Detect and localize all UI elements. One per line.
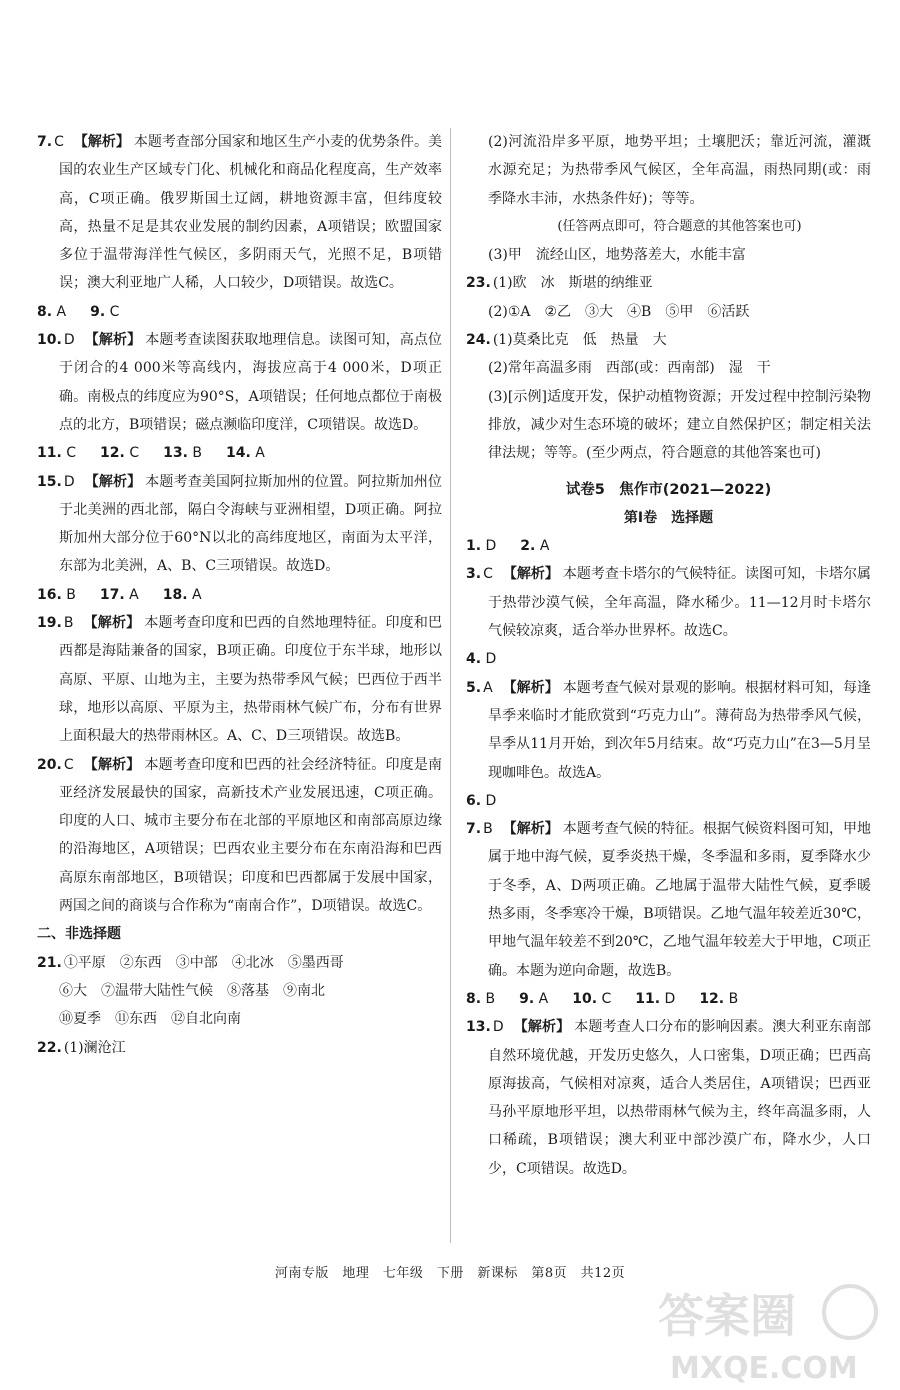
analysis-label: 【解析】 xyxy=(513,1019,571,1036)
right-column xyxy=(466,128,871,1183)
question-number: 15. xyxy=(37,473,62,490)
answer-letter: C xyxy=(66,445,77,462)
answer-letter: A xyxy=(539,538,550,555)
answer-letter: A xyxy=(191,586,202,603)
question-number: 8. xyxy=(466,990,482,1007)
analysis-text: 本题考查部分国家和地区生产小麦的优势条件。美国的农业生产区域专门化、机械化和商品化程度高，生产效率高，C项正确。俄罗斯国土辽阔，耕地资源丰富，但纬度较高，热量不足是其农业发展的制约因素，A项错误；欧盟国家多位于温带海洋性气候区，多阴雨天气，光照不足，B项错误；澳大利亚地广人稀，人口较少，D项错误。故选C。 xyxy=(59,134,442,292)
answer-item xyxy=(37,128,442,298)
answer-letter: B xyxy=(485,990,496,1007)
answer-letter: C xyxy=(601,990,612,1007)
paper-title: 试卷5 焦作市(2021—2022) xyxy=(565,481,772,498)
analysis-text: 本题考查读图获取地理信息。读图可知，高点位于闭合的4 000米等高线内，海拔应高于4 000米，D项正确。南极点的纬度应为90°S，A项错误；任何地点都位于南极点的北方，B项错误；磁点濒临印度洋，C项错误。故选D。 xyxy=(59,332,443,433)
answer-item xyxy=(37,326,442,439)
question-number: 21. xyxy=(37,954,62,971)
answer-text: ①平原 ②东西 ③中部 ④北冰 ⑤墨西哥 xyxy=(63,954,344,971)
question-number: 7. xyxy=(37,134,53,150)
answer-letter: D xyxy=(63,473,75,490)
short-answer-row xyxy=(466,645,871,673)
answer-letter: D xyxy=(492,1019,504,1036)
answer-letter: C xyxy=(54,134,64,150)
answer-subitem: (2)①A ②乙 ③大 ④B ⑤甲 ⑥活跃 xyxy=(488,303,750,320)
question-number: 11. xyxy=(635,990,661,1007)
answer-text: (1)澜沧江 xyxy=(63,1039,126,1056)
watermark-title: 答案圈 xyxy=(658,1289,796,1343)
answer-item xyxy=(466,815,871,985)
answer-subitem: (2)河流沿岸多平原，地势平坦；土壤肥沃；靠近河流，灌溉水源充足；为热带季风气候区，全年高温，雨热同期(或：雨季降水丰沛，水热条件好)；等等。 xyxy=(488,134,871,207)
question-number: 12. xyxy=(699,990,725,1007)
answer-item xyxy=(37,468,442,581)
question-number: 3. xyxy=(466,566,482,583)
analysis-label: 【解析】 xyxy=(502,679,559,696)
question-number: 5. xyxy=(466,679,482,696)
analysis-text: 本题考查印度和巴西的社会经济特征。印度是南亚经济发展最快的国家，高新技术产业发展迅速，C项正确。印度的人口、城市主要分布在北部的平原地区和南部高原边缘的沿海地区，A项错误；巴西农业主要分布在东南沿海和巴西高原东南部地区，B项错误；印度和巴西都属于发展中国家，两国之间的商谈与合作称为“南南合作”，D项错误。故选C。 xyxy=(59,756,443,915)
question-number: 9. xyxy=(90,303,106,320)
answer-letter: C xyxy=(63,756,74,773)
analysis-text: 本题考查气候的特征。根据气候资料图可知，甲地属于地中海气候，夏季炎热干燥，冬季温和多雨，夏季降水少于冬季，A、D两项正确。乙地属于温带大陆性气候，夏季暖热多雨，冬季寒冷干燥，B项错误。乙地气温年较差近30℃，甲地气温年较差不到20℃，乙地气温年较差大于甲地，C项正确。本题为逆向命题，故选B。 xyxy=(488,821,872,979)
answer-subitem: (2)常年高温多雨 西部(或：西南部) 湿 干 xyxy=(488,360,771,377)
answer-letter: C xyxy=(129,445,140,462)
question-number: 22. xyxy=(37,1039,62,1056)
analysis-text: 本题考查气候对景观的影响。根据材料可知，每逢旱季来临时才能欣赏到“巧克力山”。薄荷岛为热带季风气候，旱季从11月开始，到次年5月结束。故“巧克力山”在3—5月呈现咖啡色。故选A。 xyxy=(488,679,872,781)
paper-subtitle: 第Ⅰ卷 选择题 xyxy=(623,509,714,526)
question-number: 2. xyxy=(520,538,536,555)
question-number: 7. xyxy=(466,821,482,838)
answer-item xyxy=(37,949,442,977)
page-footer: 河南专版 地理 七年级 下册 新课标 第8页 共12页 xyxy=(274,1266,626,1281)
answer-letter: A xyxy=(56,303,67,320)
answer-letter: D xyxy=(63,332,75,349)
question-number: 20. xyxy=(37,756,62,773)
question-number: 13. xyxy=(466,1019,491,1036)
watermark-logo xyxy=(650,1280,890,1385)
analysis-label: 【解析】 xyxy=(502,566,559,583)
answer-item xyxy=(37,609,442,750)
watermark-url: MXQE.COM xyxy=(670,1351,858,1385)
short-answer-row xyxy=(37,439,442,467)
question-number: 23. xyxy=(466,275,491,292)
question-number: 10. xyxy=(37,332,62,349)
answer-letter: C xyxy=(483,566,493,583)
left-column xyxy=(37,128,442,1062)
question-number: 18. xyxy=(162,586,188,603)
analysis-text: 本题考查人口分布的影响因素。澳大利亚东南部自然环境优越，开发历史悠久，人口密集，D项正确；巴西高原海拔高，气候相对凉爽，适合人类居住，A项错误；巴西亚马孙平原地形平坦，以热带雨林气候为主，终年高温多雨，人口稀疏，B项错误；澳大利亚中部沙漠广布，降水少，人口少，C项错误。故选D。 xyxy=(488,1019,872,1177)
answer-subitem: ⑩夏季 ⑪东西 ⑫自北向南 xyxy=(59,1011,241,1028)
question-number: 1. xyxy=(466,538,482,555)
analysis-label: 【解析】 xyxy=(73,134,130,150)
answer-text: (1)欧 冰 斯堪的纳维亚 xyxy=(492,275,653,292)
answer-letter: D xyxy=(664,990,676,1007)
answer-letter: B xyxy=(192,445,202,462)
answer-letter: C xyxy=(109,303,120,320)
answer-letter: D xyxy=(485,538,497,555)
question-number: 10. xyxy=(572,990,598,1007)
question-number: 6. xyxy=(466,792,482,809)
answer-subitem: (3)[示例]适度开发，保护动植物资源；开发过程中控制污染物排放，减少对生态环境的破坏；建立自然保护区；制定相关法律法规；等等。(至少两点，符合题意的其他答案也可) xyxy=(488,388,871,462)
analysis-text: 本题考查卡塔尔的气候特征。读图可知，卡塔尔属于热带沙漠气候，全年高温，降水稀少。11—12月时卡塔尔气候较凉爽，适合举办世界杯。故选C。 xyxy=(488,566,871,640)
answer-letter: B xyxy=(63,615,74,632)
analysis-text: 本题考查印度和巴西的自然地理特征。印度和巴西都是海陆兼备的国家，B项正确。印度位于东半球，地形以高原、平原、山地为主，主要为热带季风气候；巴西位于西半球，地形以高原、平原为主，热带雨林气候广布，分布有世界上面积最大的热带雨林区。A、C、D三项错误。故选B。 xyxy=(59,615,443,745)
answer-letter: D xyxy=(485,792,497,809)
analysis-label: 【解析】 xyxy=(83,615,141,632)
analysis-text: 本题考查美国阿拉斯加州的位置。阿拉斯加州位于北美洲的西北部，隔白令海峡与亚洲相望，D项正确。阿拉斯加州大部分位于60°N以北的高纬度地区，南面为太平洋，东部为北美洲，A、B、C三项错误。故选D。 xyxy=(59,473,443,575)
short-answer-row xyxy=(466,985,871,1013)
analysis-label: 【解析】 xyxy=(84,332,142,349)
answer-letter: A xyxy=(538,990,549,1007)
question-number: 13. xyxy=(163,445,188,462)
answer-letter: B xyxy=(66,586,76,603)
answer-note: (任答两点即可，符合题意的其他答案也可) xyxy=(557,218,802,234)
answer-item xyxy=(466,326,871,354)
question-number: 17. xyxy=(99,586,125,603)
short-answer-row xyxy=(37,298,442,326)
answer-item xyxy=(466,269,871,297)
answer-letter: D xyxy=(485,651,497,668)
short-answer-row xyxy=(466,787,871,815)
section-heading: 二、非选择题 xyxy=(37,926,121,943)
question-number: 8. xyxy=(37,303,53,320)
question-number: 16. xyxy=(37,586,62,603)
question-number: 4. xyxy=(466,651,482,668)
answer-letter: A xyxy=(255,445,265,462)
answer-subitem: (3)甲 流经山区，地势落差大，水能丰富 xyxy=(488,247,746,264)
short-answer-row xyxy=(37,581,442,609)
question-number: 19. xyxy=(37,615,62,632)
answer-letter: B xyxy=(483,821,493,838)
question-number: 11. xyxy=(37,445,62,462)
question-number: 14. xyxy=(225,445,251,462)
analysis-label: 【解析】 xyxy=(502,821,559,838)
question-number: 12. xyxy=(100,445,125,462)
answer-letter: A xyxy=(483,679,493,696)
analysis-label: 【解析】 xyxy=(84,473,142,490)
answer-item xyxy=(37,751,442,921)
question-number: 24. xyxy=(466,332,491,349)
short-answer-row xyxy=(466,532,871,560)
column-divider xyxy=(450,128,451,1243)
analysis-label: 【解析】 xyxy=(83,756,141,773)
answer-text: (1)莫桑比克 低 热量 大 xyxy=(492,332,667,349)
answer-item xyxy=(466,560,871,645)
question-number: 9. xyxy=(519,990,535,1007)
answer-letter: B xyxy=(728,990,739,1007)
answer-item xyxy=(466,1013,871,1183)
answer-letter: A xyxy=(129,586,139,603)
answer-item xyxy=(466,674,871,787)
answer-item xyxy=(37,1034,442,1062)
answer-subitem: ⑥大 ⑦温带大陆性气候 ⑧落基 ⑨南北 xyxy=(59,982,325,999)
